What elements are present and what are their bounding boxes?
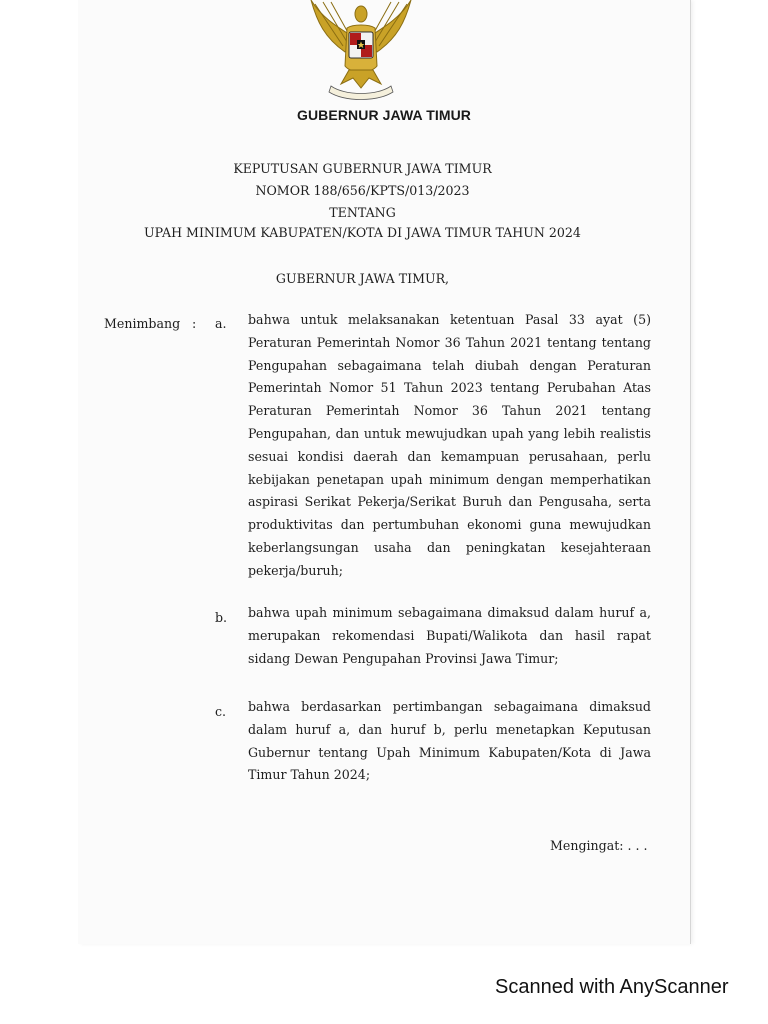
decree-number: NOMOR 188/656/KPTS/013/2023 — [255, 183, 470, 198]
scanner-watermark: Scanned with AnyScanner — [495, 976, 729, 998]
decree-tentang: TENTANG — [329, 205, 396, 220]
governor-title: GUBERNUR JAWA TIMUR — [296, 107, 472, 123]
item-letter-a: a. — [215, 316, 227, 331]
item-letter-b: b. — [215, 610, 228, 625]
continuation-note: Mengingat: . . . — [550, 838, 648, 853]
item-text-a: bahwa untuk melaksanakan ketentuan Pasal 33 ayat (5) Peraturan Pemerintah Nomor 36 Tahun 2021 tentang tentang Pengupahan sebagaimana telah diubah dengan Peraturan Pemerintah Nomor 51 Tahun 2023 tentang Perubahan Atas Peraturan Pemerintah Nomor 36 Tahun 2021 tentang Pengupahan, dan untuk mewujudkan upah yang lebih realistis sesuai kondisi daerah dan kemampuan perusahaan, perlu kebijakan penetapan upah minimum dengan memperhatikan aspirasi Serikat Pekerja/Serikat Buruh dan Pengusaha, serta produktivitas dan pertumbuhan ekonomi guna mewujudkan keberlangsungan usaha dan peningkatan kesejahteraan pekerja/buruh; — [248, 312, 651, 578]
item-letter-c: c. — [215, 704, 227, 719]
menimbang-label: Menimbang — [104, 316, 181, 331]
decree-issuer: GUBERNUR JAWA TIMUR, — [275, 271, 450, 286]
menimbang-colon: : — [192, 316, 197, 331]
decree-title: KEPUTUSAN GUBERNUR JAWA TIMUR — [233, 161, 492, 176]
item-text-b: bahwa upah minimum sebagaimana dimaksud dalam huruf a, merupakan rekomendasi Bupati/Walikota dan hasil rapat sidang Dewan Pengupahan Provinsi Jawa Timur; — [248, 605, 651, 666]
item-text-c: bahwa berdasarkan pertimbangan sebagaimana dimaksud dalam huruf a, dan huruf b, perlu menetapkan Keputusan Gubernur tentang Upah Minimum Kabupaten/Kota di Jawa Timur Tahun 2024; — [248, 699, 651, 783]
garuda-emblem-icon — [303, 0, 419, 104]
decree-subject: UPAH MINIMUM KABUPATEN/KOTA DI JAWA TIMUR TAHUN 2024 — [144, 225, 581, 240]
